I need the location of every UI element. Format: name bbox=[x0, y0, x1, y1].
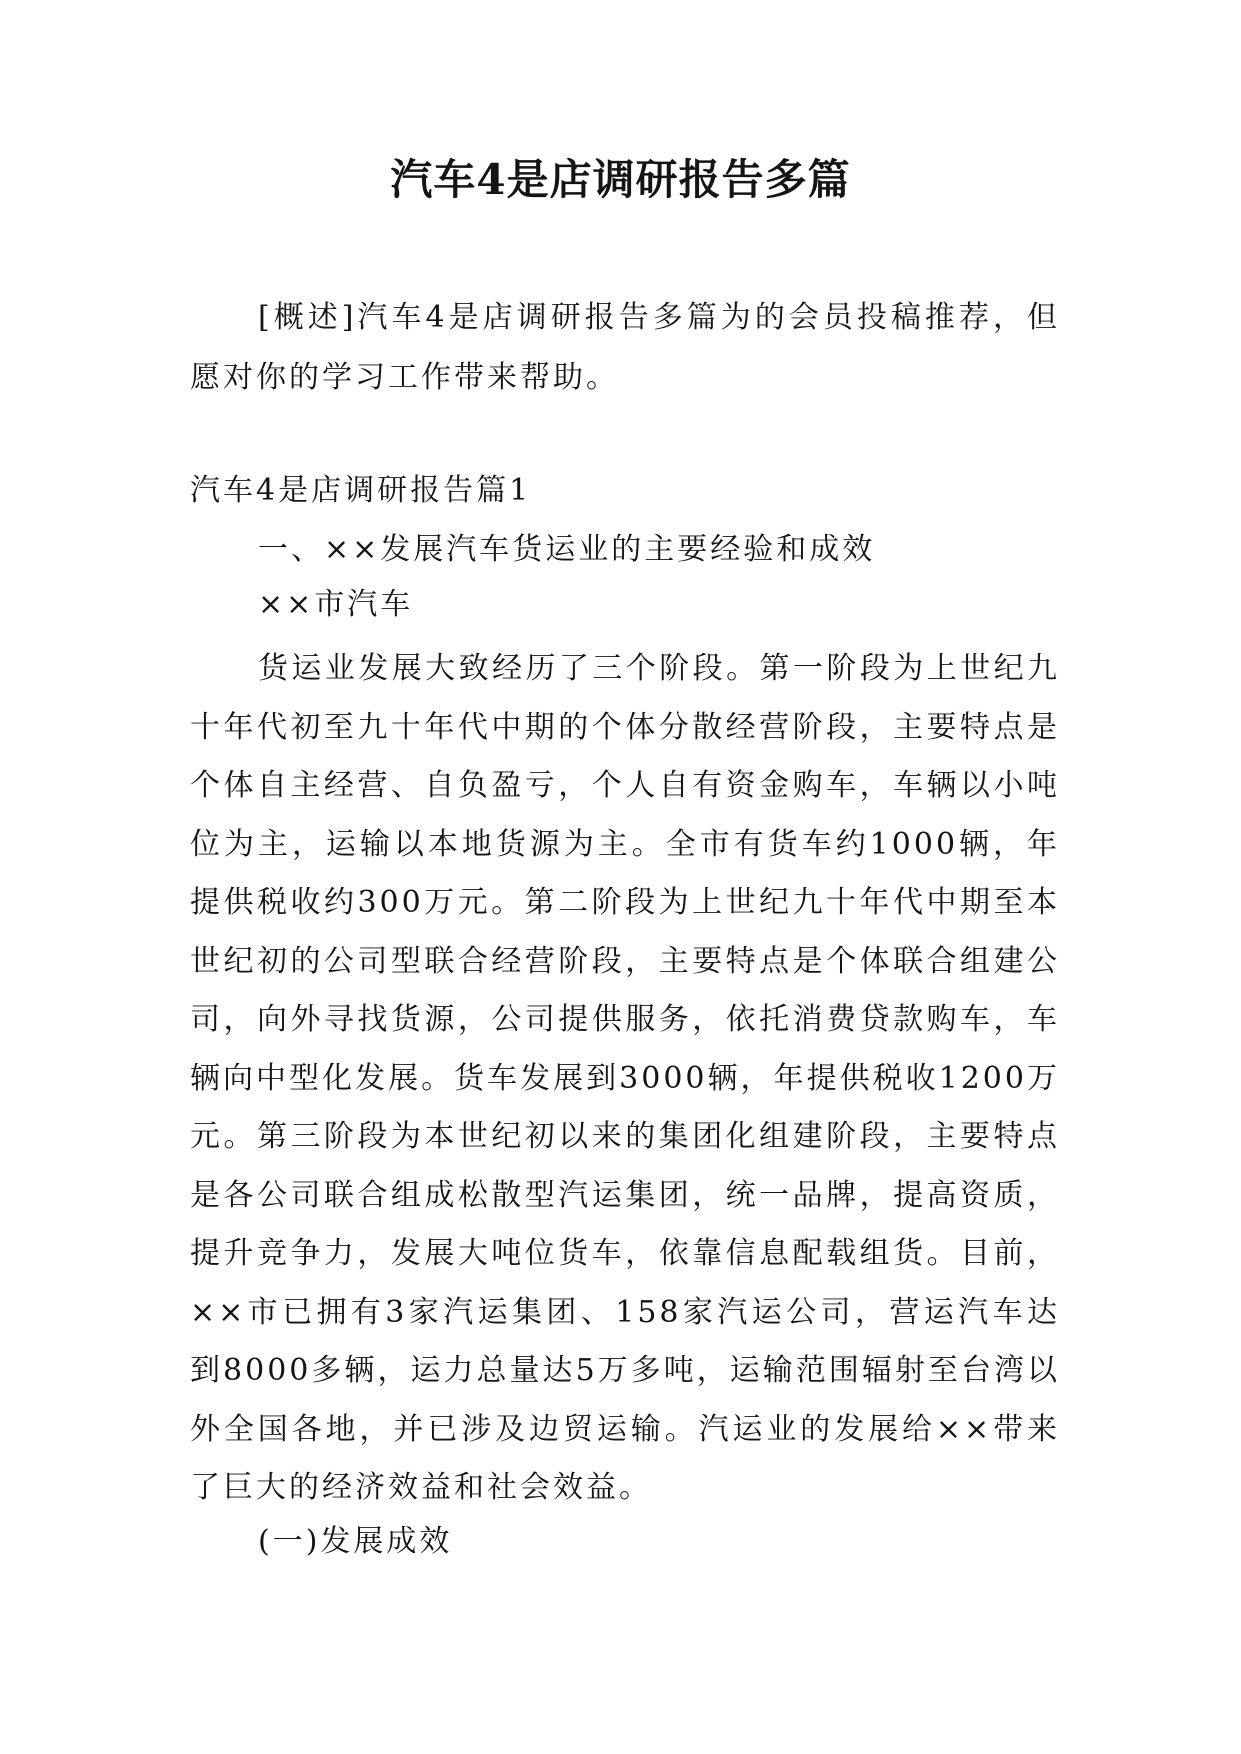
sub-heading: (一)发展成效 bbox=[258, 1524, 453, 1559]
body-paragraph: 货运业发展大致经历了三个阶段。第一阶段为上世纪九十年代初至九十年代中期的个体分散经营阶段，主要特点是个体自主经营、自负盈亏，个人自有资金购车，车辆以小吨位为主，运输以本地货源为主。全市有货车约1000辆，年提供税收约300万元。第二阶段为上世纪九十年代中期至本世纪初的公司型联合经营阶段，主要特点是个体联合组建公司，向外寻找货源，公司提供服务，依托消费贷款购车，车辆向中型化发展。货车发展到3000辆，年提供税收1200万元。第三阶段为本世纪初以来的集团化组建阶段，主要特点是各公司联合组成松散型汽运集团，统一品牌，提高资质，提升竞争力，发展大吨位货车，依靠信息配载组货。目前，××市已拥有3家汽运集团、158家汽运公司，营运汽车达到8000多辆，运力总量达5万多吨，运输范围辐射至台湾以外全国各地，并已涉及边贸运输。汽运业的发展给××带来了巨大的经济效益和社会效益。 bbox=[190, 651, 1060, 1505]
city-line: ××市汽车 bbox=[258, 587, 414, 622]
section-heading: 一、××发展汽车货运业的主要经验和成效 bbox=[258, 532, 876, 567]
summary-paragraph: [概述]汽车4是店调研报告多篇为的会员投稿推荐，但愿对你的学习工作带来帮助。 bbox=[190, 300, 1060, 395]
document-title: 汽车4是店调研报告多篇 bbox=[390, 155, 851, 204]
article-title: 汽车4是店调研报告篇1 bbox=[190, 473, 532, 508]
